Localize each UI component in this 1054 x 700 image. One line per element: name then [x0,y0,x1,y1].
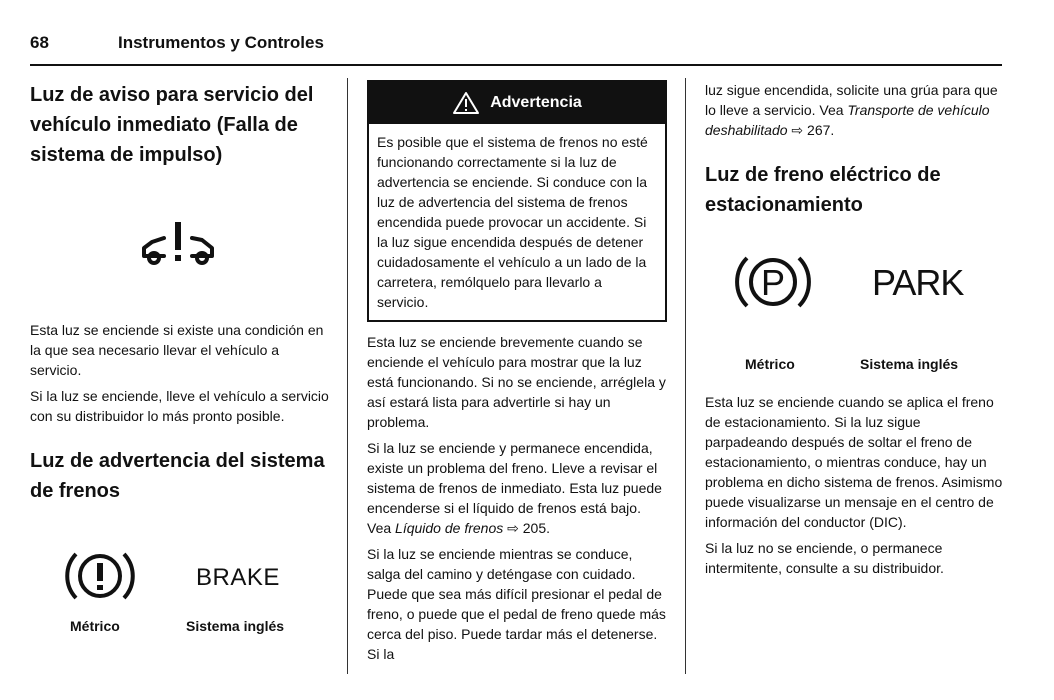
heading-parking-brake: Luz de freno eléctrico de estacionamiento [705,164,941,216]
column-2 [367,80,667,664]
brake-warning-icon [64,546,136,606]
arrow-icon: ⇨ [791,122,804,138]
vehicle-warning-icon [138,218,218,270]
column-1 [30,80,330,638]
heading-brake-warning: Luz de advertencia del sistema de frenos [30,450,325,502]
continuation-para: luz sigue encendida, solicite una grúa para que lo lleve a servicio. Vea Transporte de vehículo deshabilitado ⇨ 267. [705,82,998,138]
section-title: Instrumentos y Controles [118,33,324,52]
ref-page-267[interactable]: 267 [807,122,831,138]
label-metric: Métrico [70,618,120,634]
brake-labels [30,618,330,638]
ref-page-205[interactable]: 205 [522,520,547,536]
column-3 [705,80,1005,578]
park-text-icon: PARK [872,262,964,303]
label-english: Sistema inglés [860,356,959,372]
service-para-2: Si la luz se enciende, lleve el vehículo a servicio con su distribuidor lo más pronto posible. [30,388,329,424]
brake-para-1: Esta luz se enciende brevemente cuando se enciende el vehículo para mostrar que la luz está funcionando. Si no se enciende, arréglela y así estará lista para advertirle si hay un problema. [367,334,666,430]
brake-para-3: Si la luz se enciende mientras se conduce, salga del camino y deténgase con cuidado. Puede que sea más difícil presionar el pedal de freno, o puede que el pedal de freno quede más cerca del piso. Puede tardar más el detenerse. Si la [367,546,666,662]
ref-disabled-vehicle[interactable]: Transporte de vehículo deshabilitado [705,102,990,138]
parking-brake-icon [733,250,813,314]
warning-text: Es posible que el sistema de frenos no esté funcionando correctamente si la luz de advertencia se enciende. Si conduce con la luz de advertencia del sistema de frenos encendida puede provocar un accidente. Si la luz sigue encendida después de detener cuidadosamente el vehículo a un lado de la carretera, remólquelo para llevarlo a servicio. [377,134,648,310]
svg-text:P: P [760,262,786,303]
page-header [30,30,1002,66]
service-icon-row [30,170,330,320]
ref-brake-fluid[interactable]: Líquido de frenos [395,520,504,536]
brake-text-icon: BRAKE [196,564,280,591]
label-english: Sistema inglés [186,618,285,634]
warning-triangle-icon [452,91,480,115]
heading-service-vehicle: Luz de aviso para servicio del vehículo inmediato (Falla de sistema de impulso) [30,84,314,166]
warning-title: Advertencia [490,94,582,111]
arrow-icon: ⇨ [507,520,519,536]
label-metric: Métrico [745,356,795,372]
warning-body [369,124,665,320]
park-para-1: Esta luz se enciende cuando se aplica el freno de estacionamiento. Si la luz sigue parpadeando después de soltar el freno de estacionamiento, o mientras conduce, hay un problema en dicho sistema de frenos. Asimismo puede visualizarse un mensaje en el centro de información del conductor (DIC). [705,394,1003,530]
warning-header [369,82,665,124]
column-divider-1 [347,78,348,674]
park-para-2: Si la luz no se enciende, o permanece intermitente, consulte a su distribuidor. [705,540,944,576]
column-divider-2 [685,78,686,674]
brake-para-2: Si la luz se enciende y permanece encendida, existe un problema del freno. Lleve a revisar el sistema de frenos de inmediato. Esta luz puede encenderse si el líquido de frenos está bajo. Vea Líquido de frenos ⇨ 205. [367,440,662,536]
park-icon-row [705,220,1005,350]
warning-box [367,80,667,322]
service-para-1: Esta luz se enciende si existe una condición en la que sea necesario llevar el vehículo a servicio. [30,322,324,378]
brake-icon-row [30,506,330,616]
park-labels [705,356,1005,376]
page-number: 68 [30,33,49,52]
